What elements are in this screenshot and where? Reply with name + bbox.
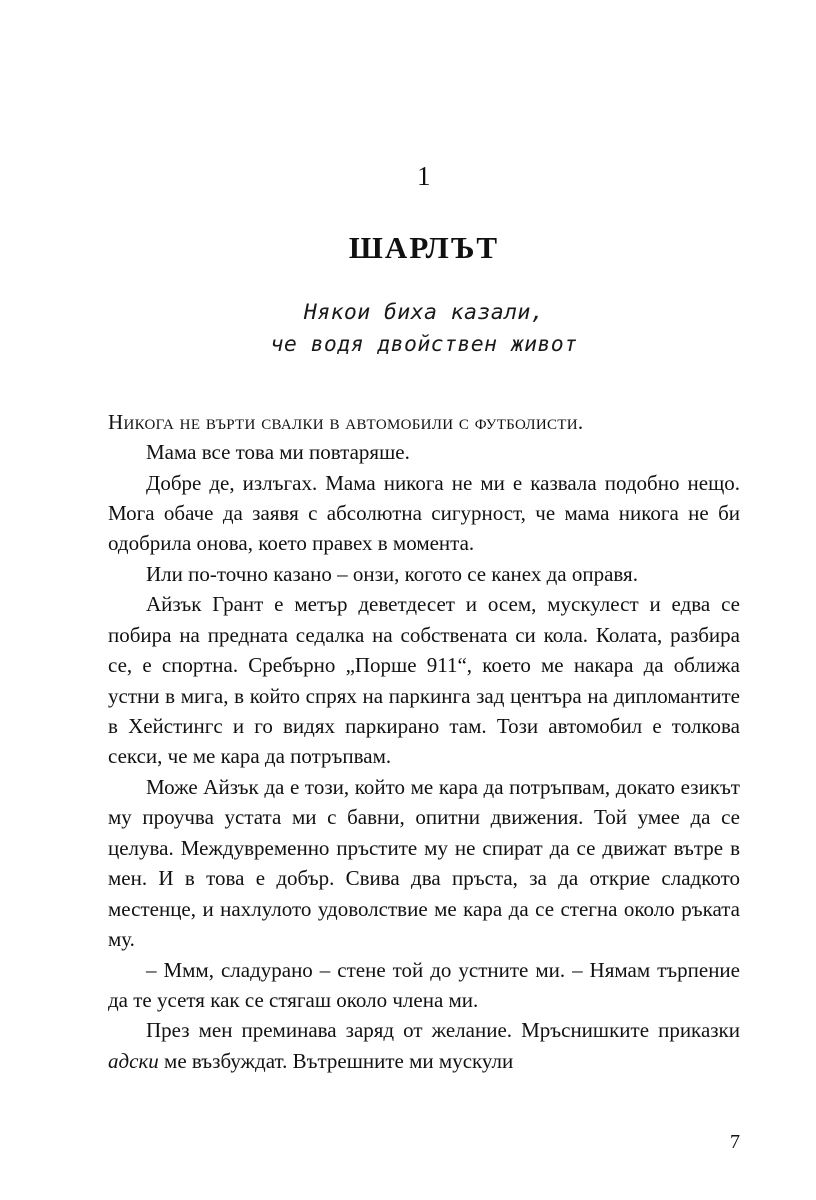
chapter-subtitle: [108, 297, 740, 361]
chapter-subtitle-line-1: Някои биха казали,: [303, 300, 545, 325]
paragraph-text-before: През мен преминава заряд от желание. Мръснишките приказки: [146, 1018, 740, 1043]
paragraph: Мама все това ми повтаряше.: [146, 440, 410, 465]
paragraph: Айзък Грант е метър деветдесет и осем, мускулест и едва се побира на предната седалка на собствената си кола. Колата, разбира се, е спортна. Сребърно „Порше 911“, което ме накара да оближа устни в мига, в който спрях на паркинга зад центъра на дипломантите в Хейстингс и го видях паркирано там. Този автомобил е толкова секси, че ме кара да потръпвам.: [108, 592, 740, 769]
paragraph: Никога не върти свалки в автомобили с футболисти.: [108, 409, 584, 434]
page-number: 7: [730, 1131, 740, 1153]
paragraph: – Ммм, сладурано – стене той до устните ми. – Нямам търпение да те усетя как се стягаш около члена ми.: [108, 957, 740, 1012]
paragraph-text-after: ме възбуждат. Вътрешните ми мускули: [158, 1048, 514, 1073]
paragraph: [108, 1015, 740, 1076]
chapter-subtitle-line-2: че водя двойствен живот: [270, 331, 578, 357]
emphasized-word: адски: [108, 1048, 159, 1073]
paragraph: Или по-точно казано – онзи, когото се канех да оправя.: [146, 561, 638, 586]
paragraph: Може Айзък да е този, който ме кара да потръпвам, докато езикът му проучва устата ми с бавни, опитни движения. Той умее да се целува. Междувременно пръстите му не спират да се движат вътре в мен. И в това е добър. Свива два пръста, за да открие сладкото местенце, и нахлулото удоволствие ме кара да се стегна около ръката му.: [108, 774, 740, 952]
page-content: [108, 0, 740, 1076]
paragraph: Добре де, излъгах. Мама никога не ми е казвала подобно нещо. Мога обаче да заявя с абсолютна сигурност, че мама никога не би одобрила онова, което правех в момента.: [108, 470, 740, 556]
body-text: [108, 407, 740, 1077]
chapter-number: 1: [417, 161, 431, 191]
chapter-title: ШАРЛЪТ: [348, 230, 500, 265]
